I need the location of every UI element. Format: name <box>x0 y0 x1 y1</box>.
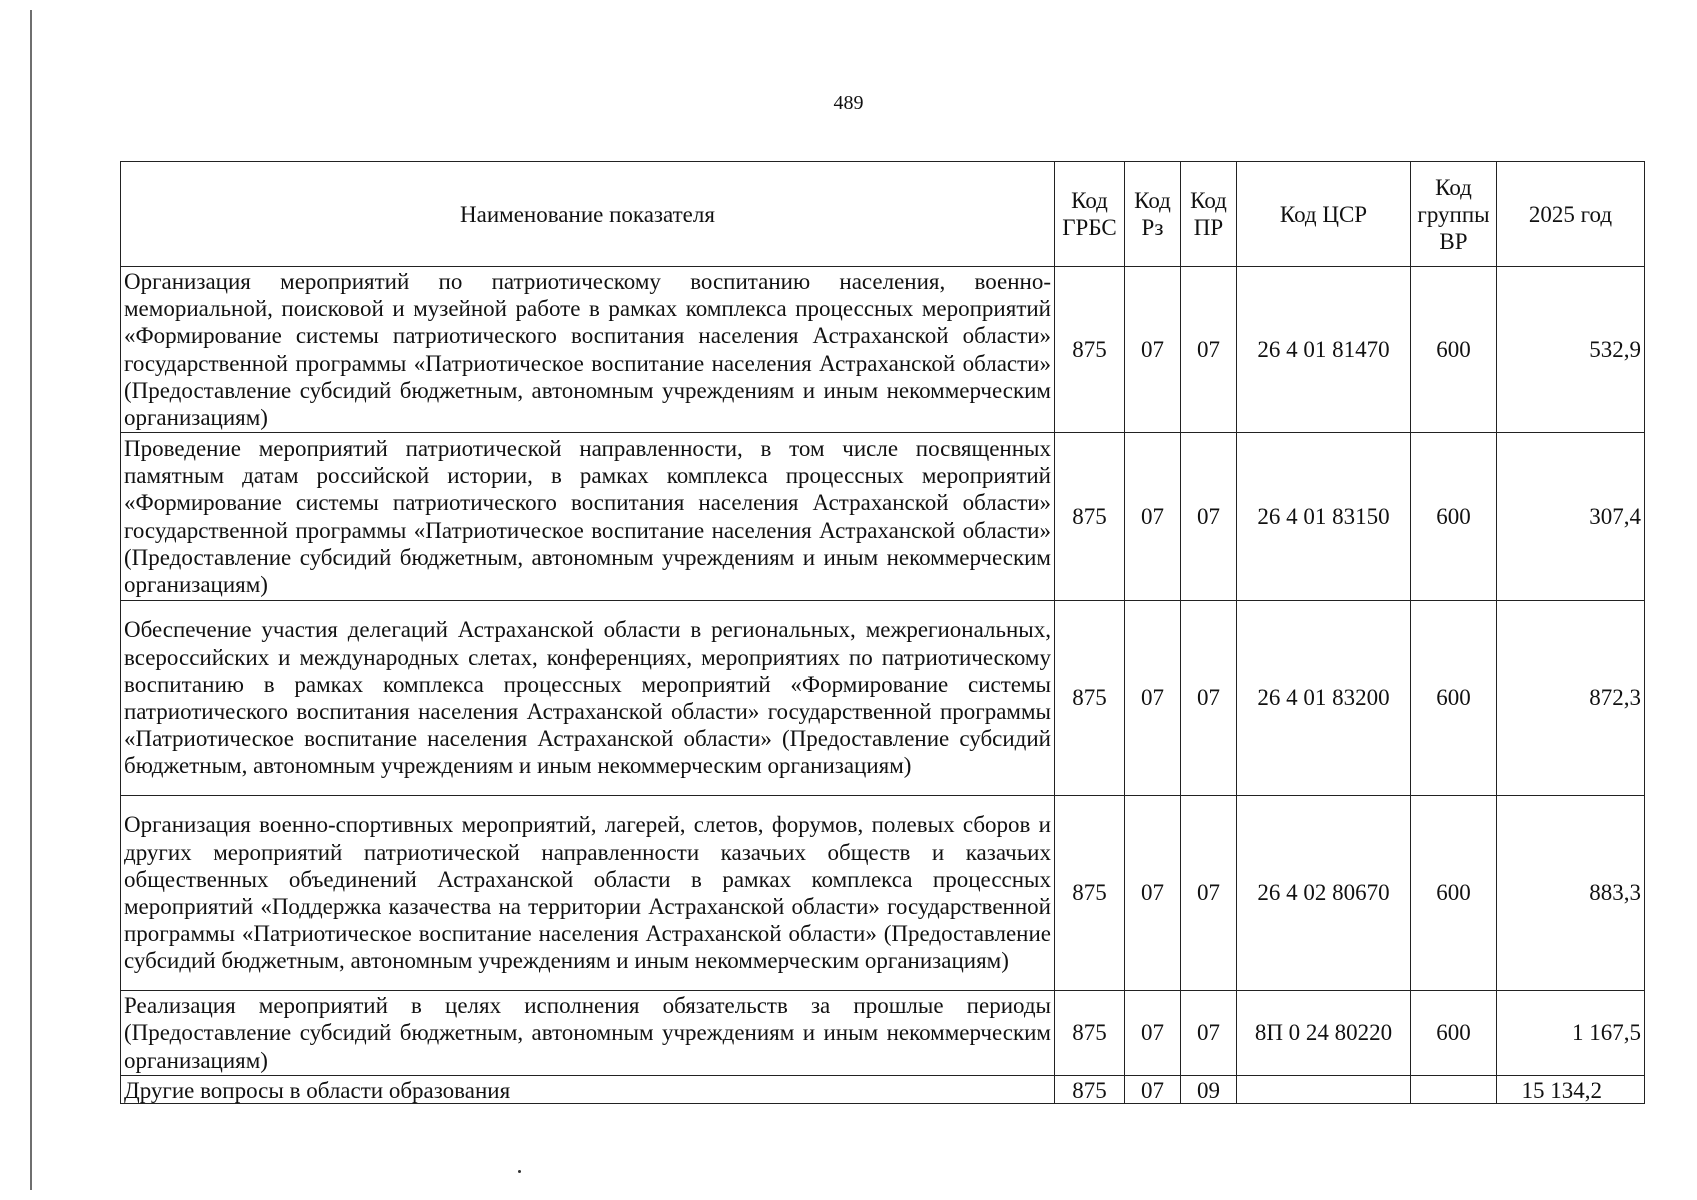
header-csr: Код ЦСР <box>1237 162 1411 267</box>
row-rz: 07 <box>1125 433 1181 601</box>
row-name: Организация мероприятий по патриотическому воспитанию населения, военно-мемориальной, поисковой и музейной работе в рамках комплекса процессных мероприятий «Формирование системы патриотического воспитания населения Астраханской области» государственной программы «Патриотическое воспитание населения Астраханской области» (Предоставление субсидий бюджетным, автономным учреждениям и иным некоммерческим организациям) <box>121 267 1055 433</box>
row-csr <box>1237 1076 1411 1104</box>
row-rz: 07 <box>1125 1076 1181 1104</box>
row-vr: 600 <box>1411 433 1497 601</box>
row-name: Проведение мероприятий патриотической направленности, в том числе посвященных памятным датам российской истории, в рамках комплекса процессных мероприятий «Формирование системы патриотического воспитания населения Астраханской области» государственной программы «Патриотическое воспитание населения Астраханской области» (Предоставление субсидий бюджетным, автономным учреждениям и иным некоммерческим организациям) <box>121 433 1055 601</box>
row-grbs: 875 <box>1055 796 1125 991</box>
row-csr: 8П 0 24 80220 <box>1237 991 1411 1076</box>
row-rz: 07 <box>1125 796 1181 991</box>
table-row <box>121 601 1645 796</box>
row-vr <box>1411 1076 1497 1104</box>
header-grbs: Код ГРБС <box>1055 162 1125 267</box>
row-rz: 07 <box>1125 601 1181 796</box>
row-pr: 07 <box>1181 796 1237 991</box>
row-name: Реализация мероприятий в целях исполнения обязательств за прошлые периоды (Предоставление субсидий бюджетным, автономным учреждениям и иным некоммерческим организациям) <box>121 991 1055 1076</box>
row-rz: 07 <box>1125 267 1181 433</box>
row-amount: 15 134,2 <box>1497 1076 1645 1104</box>
row-csr: 26 4 01 81470 <box>1237 267 1411 433</box>
row-amount: 532,9 <box>1497 267 1645 433</box>
row-pr: 09 <box>1181 1076 1237 1104</box>
row-name: Организация военно-спортивных мероприятий, лагерей, слетов, форумов, полевых сборов и других мероприятий патриотической направленности казачьих обществ и казачьих общественных объединений Астраханской области в рамках комплекса процессных мероприятий «Поддержка казачества на территории Астраханской области» государственной программы «Патриотическое воспитание населения Астраханской области» (Предоставление субсидий бюджетным, автономным учреждениям и иным некоммерческим организациям) <box>121 796 1055 991</box>
header-name: Наименование показателя <box>121 162 1055 267</box>
row-pr: 07 <box>1181 991 1237 1076</box>
row-pr: 07 <box>1181 267 1237 433</box>
header-vr: Код группы ВР <box>1411 162 1497 267</box>
row-name: Другие вопросы в области образования <box>121 1076 1055 1104</box>
row-csr: 26 4 01 83200 <box>1237 601 1411 796</box>
row-pr: 07 <box>1181 601 1237 796</box>
row-pr: 07 <box>1181 433 1237 601</box>
row-vr: 600 <box>1411 267 1497 433</box>
header-row <box>121 162 1645 267</box>
header-year: 2025 год <box>1497 162 1645 267</box>
budget-table <box>120 161 1645 1104</box>
row-amount: 1 167,5 <box>1497 991 1645 1076</box>
scan-edge-line <box>30 10 32 1190</box>
row-csr: 26 4 01 83150 <box>1237 433 1411 601</box>
row-vr: 600 <box>1411 796 1497 991</box>
table-row <box>121 1076 1645 1104</box>
row-rz: 07 <box>1125 991 1181 1076</box>
table-row <box>121 796 1645 991</box>
row-amount: 883,3 <box>1497 796 1645 991</box>
stray-dot <box>518 1170 521 1173</box>
row-grbs: 875 <box>1055 991 1125 1076</box>
row-grbs: 875 <box>1055 433 1125 601</box>
table-row <box>121 267 1645 433</box>
header-rz: Код Рз <box>1125 162 1181 267</box>
row-amount: 872,3 <box>1497 601 1645 796</box>
row-amount: 307,4 <box>1497 433 1645 601</box>
row-csr: 26 4 02 80670 <box>1237 796 1411 991</box>
row-grbs: 875 <box>1055 1076 1125 1104</box>
table-row <box>121 433 1645 601</box>
row-vr: 600 <box>1411 991 1497 1076</box>
row-vr: 600 <box>1411 601 1497 796</box>
row-grbs: 875 <box>1055 267 1125 433</box>
page-number: 489 <box>833 92 864 114</box>
table-row <box>121 991 1645 1076</box>
header-pr: Код ПР <box>1181 162 1237 267</box>
row-grbs: 875 <box>1055 601 1125 796</box>
row-name: Обеспечение участия делегаций Астраханской области в региональных, межрегиональных, всероссийских и международных слетах, конференциях, мероприятиях по патриотическому воспитанию в рамках комплекса процессных мероприятий «Формирование системы патриотического воспитания населения Астраханской области» государственной программы «Патриотическое воспитание населения Астраханской области» (Предоставление субсидий бюджетным, автономным учреждениям и иным некоммерческим организациям) <box>121 601 1055 796</box>
